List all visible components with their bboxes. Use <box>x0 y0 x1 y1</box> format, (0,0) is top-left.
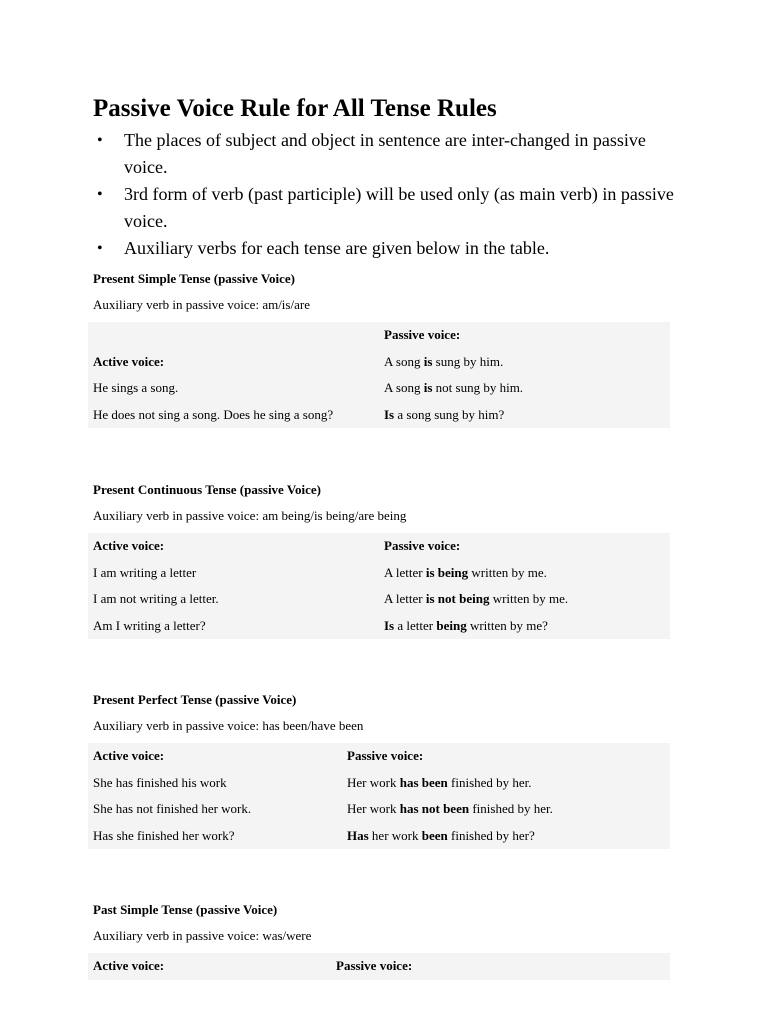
table-row <box>88 322 670 349</box>
text-segment: finished by her. <box>447 774 532 790</box>
passive-cell <box>342 796 670 823</box>
auxiliary-emphasis: is not being <box>425 591 490 607</box>
text-segment: written by me. <box>468 564 547 580</box>
text-segment: finished by her? <box>447 827 535 843</box>
table-row <box>88 402 670 429</box>
rule-item: • 3rd form of verb (past participle) will be used only (as main verb) in passive voice. <box>93 181 683 235</box>
passive-cell <box>379 375 670 402</box>
active-cell: I am not writing a letter. <box>93 591 219 607</box>
text-segment: written by me. <box>489 591 569 607</box>
present-simple-section <box>88 266 670 428</box>
text-segment: a letter <box>394 617 437 633</box>
auxiliary-emphasis: has been <box>399 774 448 790</box>
active-cell: Am I writing a letter? <box>93 617 206 633</box>
auxiliary-emphasis: is <box>423 353 433 369</box>
active-cell: I am writing a letter <box>93 564 197 580</box>
active-cell: He sings a song. <box>93 380 179 396</box>
rule-item: • Auxiliary verbs for each tense are given below in the table. <box>93 235 683 262</box>
rule-item: • The places of subject and object in sentence are inter-changed in passive voice. <box>93 127 683 181</box>
active-voice-header: Active voice: <box>93 958 165 974</box>
auxiliary-verb-line: Auxiliary verb in passive voice: am/is/are <box>93 297 310 312</box>
table-row <box>88 743 670 770</box>
text-segment: not sung by him. <box>432 380 524 396</box>
table-row <box>88 375 670 402</box>
present-continuous-section <box>88 477 670 639</box>
table-row <box>88 586 670 613</box>
text-segment: Her work <box>347 801 400 817</box>
section-title: Present Simple Tense (passive Voice) <box>93 271 295 286</box>
passive-voice-header: Passive voice: <box>347 748 424 764</box>
passive-cell <box>379 586 670 613</box>
text-segment: a song sung by him? <box>394 406 505 422</box>
present-perfect-section <box>88 687 670 849</box>
table-row <box>88 349 670 376</box>
active-cell: She has not finished her work. <box>93 801 252 817</box>
section-title: Past Simple Tense (passive Voice) <box>93 902 278 917</box>
table-row <box>88 796 670 823</box>
tense-table <box>88 953 670 980</box>
table-row <box>88 953 670 980</box>
passive-cell <box>342 770 670 797</box>
text-segment: finished by her. <box>469 801 553 817</box>
passive-cell <box>342 823 670 850</box>
auxiliary-verb-line: Auxiliary verb in passive voice: has been/have been <box>93 718 364 733</box>
passive-voice-header: Passive voice: <box>336 958 413 974</box>
active-cell: He does not sing a song. Does he sing a song? <box>93 406 334 422</box>
text-segment: sung by him. <box>432 353 504 369</box>
section-title: Present Perfect Tense (passive Voice) <box>93 692 297 707</box>
passive-voice-header: Passive voice: <box>384 538 461 554</box>
table-row <box>88 533 670 560</box>
text-segment: A letter <box>384 564 426 580</box>
tense-table <box>88 322 670 428</box>
page-title: Passive Voice Rule for All Tense Rules <box>93 95 497 122</box>
passive-cell <box>379 402 670 429</box>
auxiliary-verb-line: Auxiliary verb in passive voice: am being/is being/are being <box>93 508 407 523</box>
tense-table <box>88 743 670 849</box>
active-voice-header: Active voice: <box>93 353 165 369</box>
auxiliary-emphasis: Is <box>384 617 395 633</box>
auxiliary-emphasis: Is <box>384 406 395 422</box>
auxiliary-verb-line: Auxiliary verb in passive voice: was/were <box>93 928 312 943</box>
text-segment: A song <box>384 380 424 396</box>
rules-list <box>93 127 683 262</box>
passive-cell <box>379 613 670 640</box>
table-row <box>88 770 670 797</box>
section-title: Present Continuous Tense (passive Voice) <box>93 482 322 497</box>
active-cell: She has finished his work <box>93 774 227 790</box>
table-row <box>88 823 670 850</box>
auxiliary-emphasis: Has <box>347 827 369 843</box>
text-segment: her work <box>368 827 422 843</box>
table-row <box>88 613 670 640</box>
text-segment: Her work <box>347 774 400 790</box>
active-cell: Has she finished her work? <box>93 827 235 843</box>
auxiliary-emphasis: been <box>421 827 448 843</box>
past-simple-section <box>88 897 670 980</box>
table-row <box>88 560 670 587</box>
auxiliary-emphasis: is being <box>425 564 469 580</box>
text-segment: A song <box>384 353 424 369</box>
active-voice-header: Active voice: <box>93 748 165 764</box>
text-segment: A letter <box>384 591 426 607</box>
auxiliary-emphasis: is <box>423 380 433 396</box>
text-segment: written by me? <box>466 617 548 633</box>
auxiliary-emphasis: being <box>436 617 467 633</box>
passive-cell <box>379 349 670 376</box>
passive-voice-header: Passive voice: <box>384 327 461 343</box>
active-voice-header: Active voice: <box>93 538 165 554</box>
passive-cell <box>379 560 670 587</box>
tense-table <box>88 533 670 639</box>
auxiliary-emphasis: has not been <box>399 801 470 817</box>
